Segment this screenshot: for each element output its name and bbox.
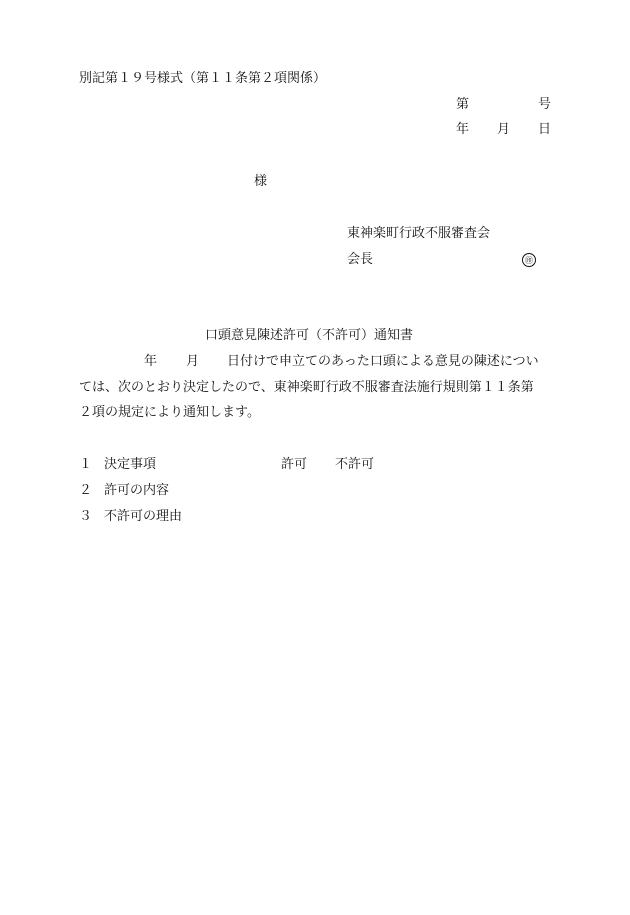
ref-number-suffix: 号 (538, 97, 552, 112)
ref-number-prefix: 第 (456, 97, 470, 112)
item-1-option-deny: 不許可 (335, 457, 375, 472)
item-1-number: １ (79, 457, 93, 472)
item-3-label: 不許可の理由 (104, 509, 183, 524)
item-3-number: ３ (79, 509, 93, 524)
body-line3: ２項の規定により通知します。 (79, 405, 260, 420)
addressee-suffix: 様 (254, 174, 268, 189)
issuer-title: 会長 (347, 252, 374, 267)
issuer-org: 東神楽町行政不服審査会 (347, 226, 491, 241)
item-1-option-permit: 許可 (281, 457, 308, 472)
seal-icon: ㊞ (522, 253, 536, 267)
body-line2: ては、次のとおり決定したので、東神楽町行政不服審査法施行規則第１１条第 (79, 380, 534, 395)
date-year: 年 (456, 122, 470, 137)
item-1-label: 決定事項 (104, 457, 157, 472)
date-month: 月 (497, 122, 511, 137)
item-2-label: 許可の内容 (104, 483, 170, 498)
item-2-number: ２ (79, 483, 93, 498)
document-title: 口頭意見陳述許可（不許可）通知書 (205, 328, 414, 343)
date-day: 日 (538, 122, 552, 137)
body-year: 年 (144, 354, 158, 369)
form-label: 別記第１９号様式（第１１条第２項関係） (79, 71, 327, 86)
body-month: 月 (186, 354, 200, 369)
body-line1: 日付けで申立てのあった口頭による意見の陳述につい (227, 354, 539, 369)
